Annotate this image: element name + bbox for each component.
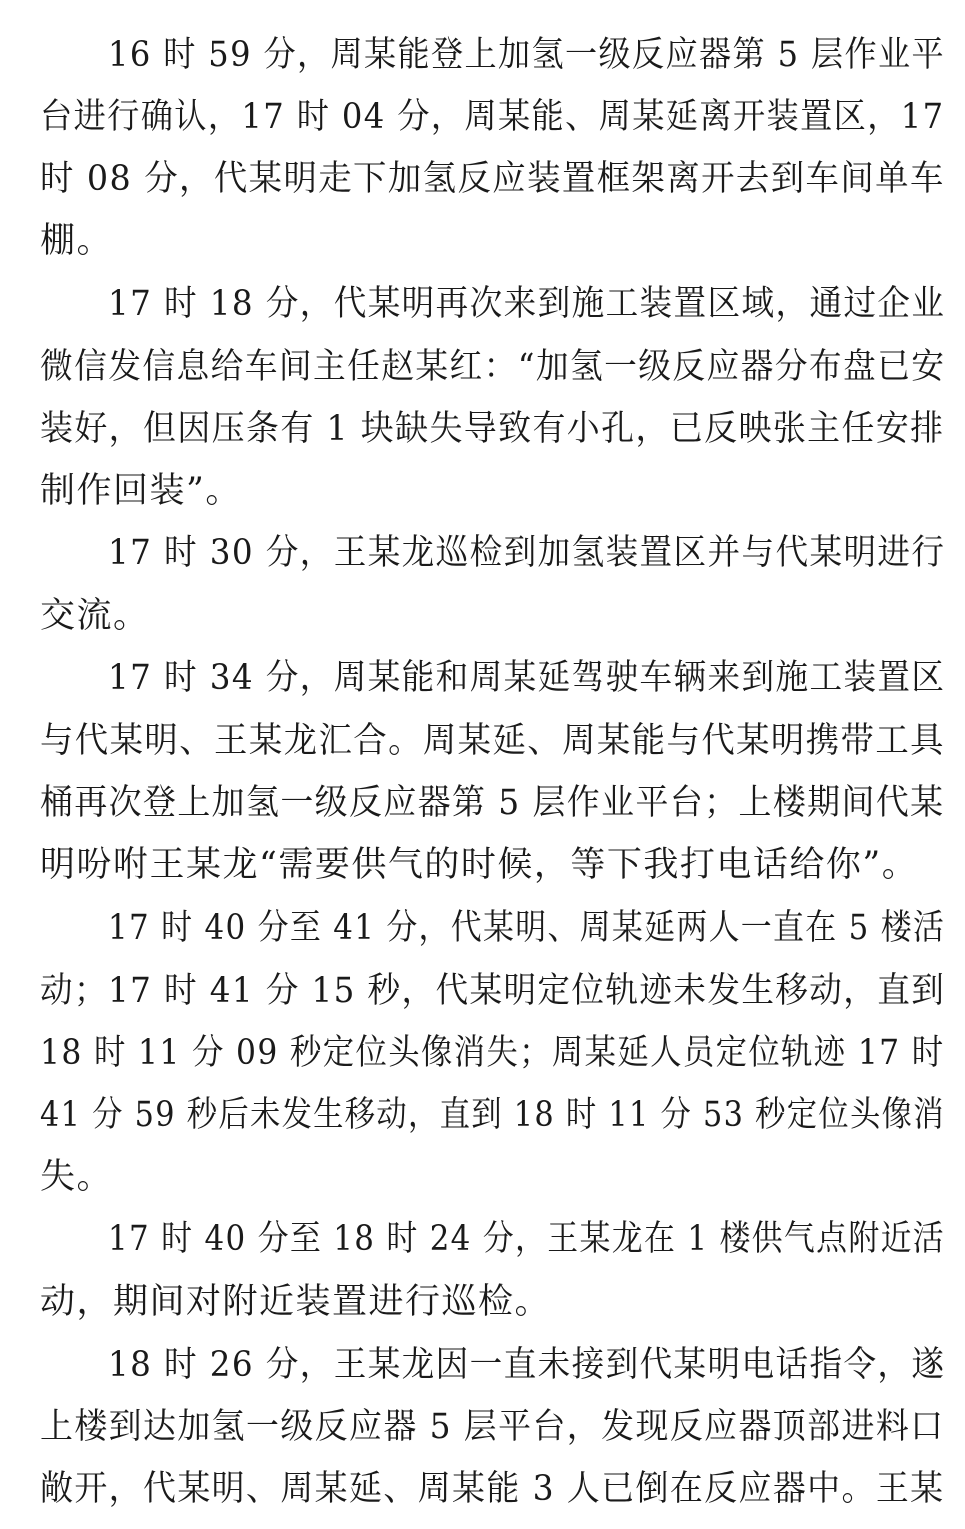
- paragraph-1-line-2: 台进行确认，17 时 04 分，周某能、周某延离开装置区，17: [40, 97, 945, 137]
- paragraph-3-line-1: 17 时 30 分，王某龙巡检到加氢装置区并与代某明进行: [108, 533, 946, 573]
- paragraph-1-line-1: 16 时 59 分，周某能登上加氢一级反应器第 5 层作业平: [108, 35, 946, 75]
- paragraph-6-line-2: 动，期间对附近装置进行巡检。: [40, 1282, 552, 1322]
- paragraph-2-line-1: 17 时 18 分，代某明再次来到施工装置区域，通过企业: [108, 284, 946, 324]
- paragraph-6-line-1: 17 时 40 分至 18 时 24 分，王某龙在 1 楼供气点附近活: [108, 1219, 946, 1259]
- paragraph-4-line-4: 明吩咐王某龙“需要供气的时候，等下我打电话给你”。: [40, 845, 919, 885]
- paragraph-2-line-2: 微信发信息给车间主任赵某红：“加氢一级反应器分布盘已安: [40, 347, 946, 387]
- paragraph-5-line-2: 动；17 时 41 分 15 秒，代某明定位轨迹未发生移动，直到: [40, 971, 946, 1011]
- paragraph-4-line-2: 与代某明、王某龙汇合。周某延、周某能与代某明携带工具: [40, 721, 945, 761]
- paragraph-2-line-4: 制作回装”。: [40, 471, 242, 511]
- paragraph-1-line-4: 棚。: [40, 221, 114, 261]
- paragraph-5-line-3: 18 时 11 分 09 秒定位头像消失；周某延人员定位轨迹 17 时: [40, 1033, 945, 1073]
- paragraph-4-line-1: 17 时 34 分，周某能和周某延驾驶车辆来到施工装置区: [108, 658, 946, 698]
- paragraph-2-line-3: 装好，但因压条有 1 块缺失导致有小孔，已反映张主任安排: [40, 409, 945, 449]
- paragraph-5-line-5: 失。: [40, 1157, 114, 1197]
- paragraph-7-line-2: 上楼到达加氢一级反应器 5 层平台，发现反应器顶部进料口: [40, 1407, 945, 1447]
- paragraph-3-line-2: 交流。: [40, 596, 150, 636]
- paragraph-7-line-3: 敞开，代某明、周某延、周某能 3 人已倒在反应器中。王某: [40, 1469, 945, 1509]
- paragraph-5-line-1: 17 时 40 分至 41 分，代某明、周某延两人一直在 5 楼活: [108, 908, 946, 948]
- paragraph-5-line-4: 41 分 59 秒后未发生移动，直到 18 时 11 分 53 秒定位头像消: [40, 1095, 945, 1135]
- paragraph-1-line-3: 时 08 分，代某明走下加氢反应装置框架离开去到车间单车: [40, 159, 945, 199]
- paragraph-7-line-1: 18 时 26 分，王某龙因一直未接到代某明电话指令，遂: [108, 1345, 946, 1385]
- paragraph-4-line-3: 桶再次登上加氢一级反应器第 5 层作业平台；上楼期间代某: [40, 783, 945, 823]
